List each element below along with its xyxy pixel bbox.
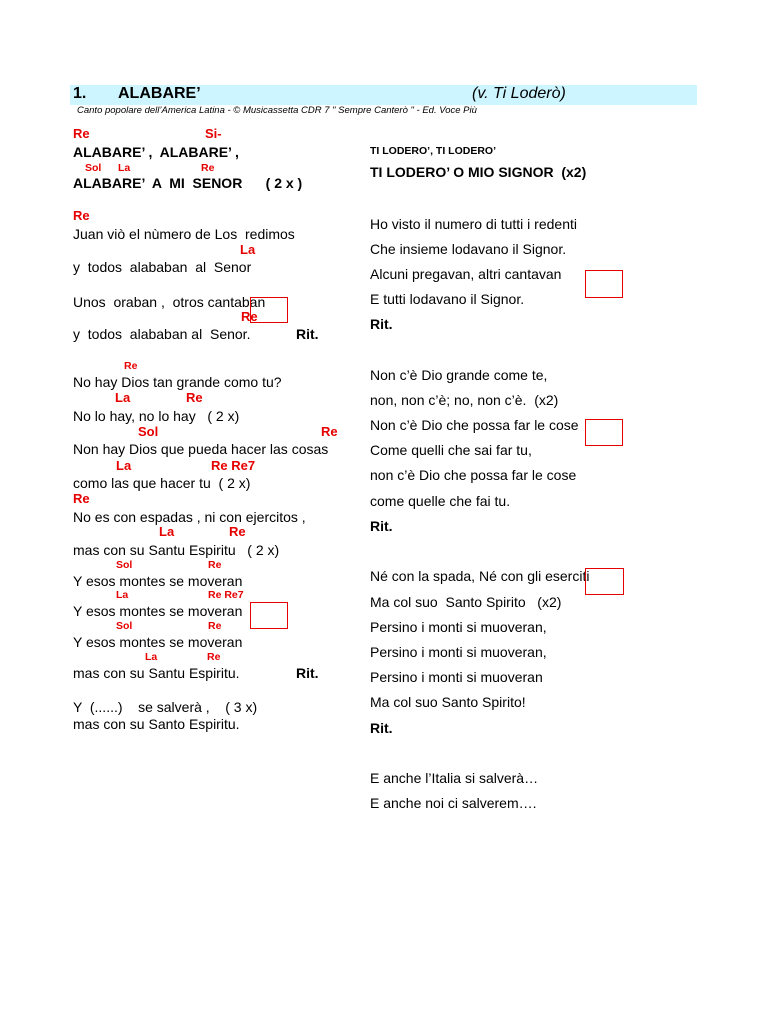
lyric-line: Unos oraban , otros cantaban [73, 294, 266, 310]
chord: La [159, 524, 175, 539]
lyric-line: Juan viò el nùmero de Los redimos [73, 226, 295, 242]
chord: Sol [116, 620, 133, 632]
chord: Re [208, 559, 222, 571]
chord: Si- [205, 126, 222, 141]
lyric-line: mas con su Santo Espiritu. [73, 716, 240, 732]
chord: La [116, 589, 129, 601]
lyric-line: Che insieme lodavano il Signor. [370, 241, 567, 257]
lyric-line: No lo hay, no lo hay ( 2 x) [73, 408, 240, 424]
chorus-line: TI LODERO’ O MIO SIGNOR (x2) [370, 164, 587, 180]
lyric-line: Ho visto il numero di tutti i redenti [370, 216, 577, 232]
song-number: 1. [73, 85, 87, 102]
highlight-box [250, 297, 288, 323]
rit-label: Rit. [296, 326, 319, 342]
chord: Sol [85, 162, 102, 174]
chord: La [115, 390, 131, 405]
lyric-line: Non c’è Dio che possa far le cose [370, 417, 579, 433]
chord: Re [73, 208, 90, 223]
chord: Re [241, 309, 258, 324]
chord: Re [73, 491, 90, 506]
chord: Re [124, 360, 138, 372]
lyric-line: Persino i monti si muoveran [370, 669, 543, 685]
chord: La [240, 242, 256, 257]
lyric-line: mas con su Santu Espiritu ( 2 x) [73, 542, 280, 558]
chord: Re Re7 [208, 589, 244, 601]
lyric-line: y todos alababan al Senor. [73, 326, 251, 342]
lyric-line: E anche noi ci salverem…. [370, 795, 537, 811]
rit-label: Rit. [370, 720, 393, 736]
lyric-line: Y esos montes se moveran [73, 634, 243, 650]
lyric-line: como las que hacer tu ( 2 x) [73, 475, 251, 491]
chord: Re [186, 390, 203, 405]
chord: La [145, 651, 158, 663]
lyric-line: Né con la spada, Né con gli eserciti [370, 568, 590, 584]
rit-label: Rit. [296, 665, 319, 681]
lyric-line: Persino i monti si muoveran, [370, 644, 547, 660]
lyric-line: Y esos montes se moveran [73, 603, 243, 619]
chorus-small: TI LODERO’, TI LODERO’ [370, 145, 496, 157]
rit-label: Rit. [370, 316, 393, 332]
chord: Sol [116, 559, 133, 571]
chord: La [118, 162, 131, 174]
lyric-line: No hay Dios tan grande como tu? [73, 374, 282, 390]
song-subtitle: Canto popolare dell’America Latina - © Musicassetta CDR 7 " Sempre Canterò " - Ed. Voce Più [77, 105, 477, 116]
highlight-box [250, 602, 288, 629]
lyric-line: Alcuni pregavan, altri cantavan [370, 266, 562, 282]
lyric-line: Ma col suo Santo Spirito! [370, 694, 526, 710]
lyric-line: Non c’è Dio grande come te, [370, 367, 548, 383]
lyric-line: ALABARE’ , ALABARE’ , [73, 144, 239, 160]
lyric-line: come quelle che fai tu. [370, 493, 511, 509]
chord: Sol [138, 424, 159, 439]
lyric-line: Persino i monti si muoveran, [370, 619, 547, 635]
rit-label: Rit. [370, 518, 393, 534]
chord: Re [73, 126, 90, 141]
song-alt-title: (v. Ti Loderò) [472, 85, 566, 102]
lyric-line: Non hay Dios que pueda hacer las cosas [73, 441, 329, 457]
lyric-line: non c’è Dio che possa far le cose [370, 467, 577, 483]
lyric-line: Come quelli che sai far tu, [370, 442, 532, 458]
chord: Re [201, 162, 215, 174]
lyric-line: Ma col suo Santo Spirito (x2) [370, 594, 562, 610]
lyric-line: mas con su Santu Espiritu. [73, 665, 240, 681]
chord: Re [208, 620, 222, 632]
chord: Re Re7 [211, 458, 256, 473]
chord: Re [321, 424, 338, 439]
highlight-box [585, 568, 624, 595]
chord: Re [229, 524, 246, 539]
lyric-line: ALABARE’ A MI SENOR ( 2 x ) [73, 175, 303, 191]
lyric-line: No es con espadas , ni con ejercitos , [73, 509, 306, 525]
song-title: ALABARE’ [118, 85, 201, 102]
chord: Re [207, 651, 221, 663]
highlight-box [585, 270, 623, 298]
lyric-line: non, non c’è; no, non c’è. (x2) [370, 392, 559, 408]
lyric-line: E tutti lodavano il Signor. [370, 291, 525, 307]
lyric-line: Y esos montes se moveran [73, 573, 243, 589]
chord: La [116, 458, 132, 473]
lyric-line: y todos alababan al Senor [73, 259, 252, 275]
lyric-line: E anche l’Italia si salverà… [370, 770, 539, 786]
highlight-box [585, 419, 623, 446]
lyric-line: Y (......) se salverà , ( 3 x) [73, 699, 258, 715]
